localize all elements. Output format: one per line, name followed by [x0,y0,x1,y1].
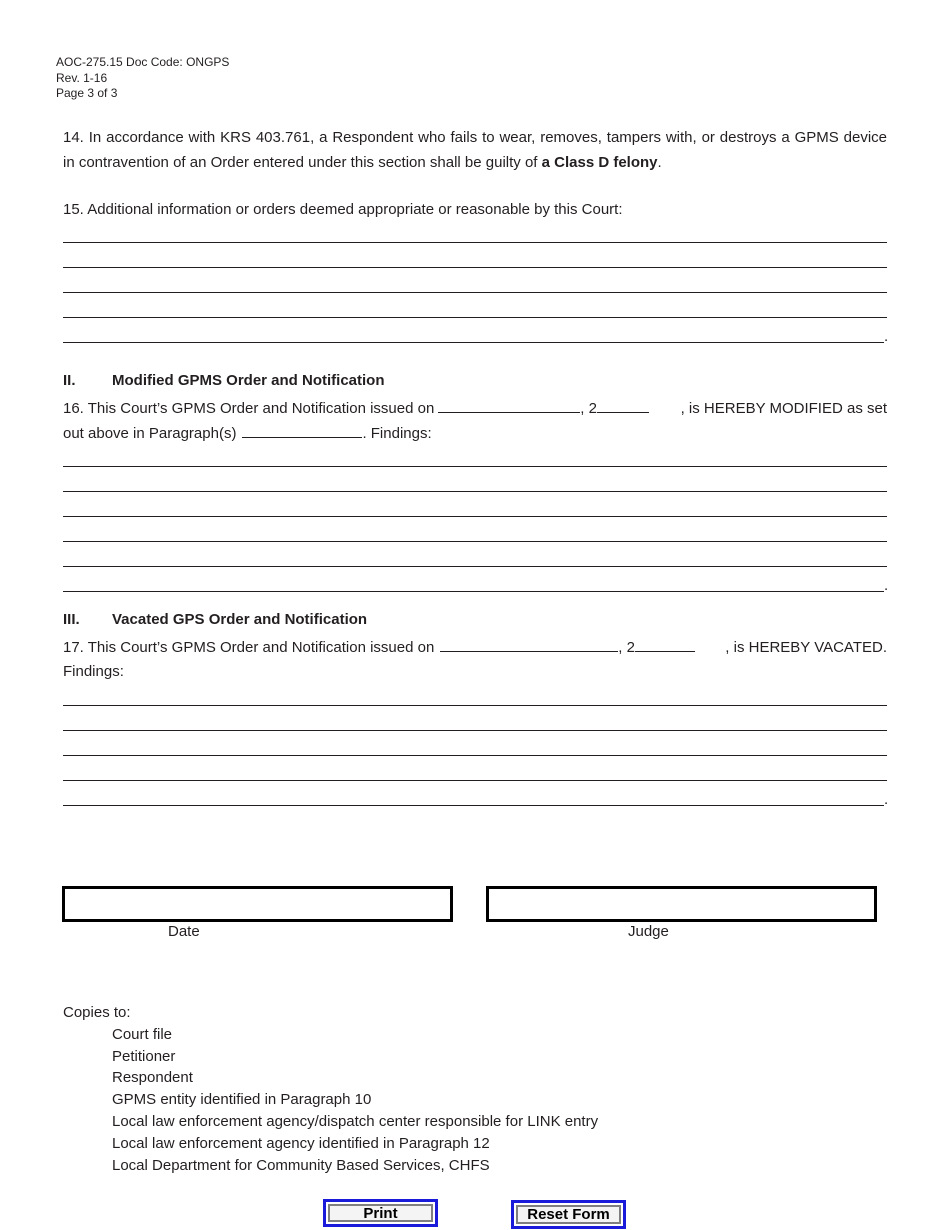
vacated-findings-line-4[interactable] [63,780,887,781]
section-ii-title: Modified GPMS Order and Notification [112,372,385,389]
modified-findings-line-3[interactable] [63,516,887,517]
modified-findings-line-1[interactable] [63,466,887,467]
period-mark: . [884,577,889,594]
paragraph-14 [63,126,887,175]
reset-form-button-label: Reset Form [516,1205,621,1224]
modified-order-year-blank[interactable] [597,398,649,413]
additional-info-line-1[interactable] [63,242,887,243]
date-input[interactable] [62,886,453,922]
additional-info-line-5[interactable] [63,342,884,343]
list-item: Local law enforcement agency identified in Paragraph 12 [112,1134,490,1152]
additional-info-line-4[interactable] [63,317,887,318]
paragraph-15: 15. Additional information or orders deemed appropriate or reasonable by this Court: [63,201,623,218]
list-item: Local law enforcement agency/dispatch center responsible for LINK entry [112,1112,599,1130]
form-header [56,55,229,102]
list-item: GPMS entity identified in Paragraph 10 [112,1091,372,1109]
modified-findings-line-6[interactable] [63,591,884,592]
modified-paragraphs-blank[interactable] [242,423,362,438]
paragraph-17-findings-label: Findings: [63,663,124,680]
modified-findings-line-4[interactable] [63,541,887,542]
reset-form-button[interactable] [511,1200,626,1229]
form-revision: Rev. 1-16 [56,70,108,85]
paragraph-16-text-c: , is HEREBY MODIFIED as set [680,400,887,417]
paragraph-17-text-b: , 2 [618,639,635,656]
paragraph-17-text-a: 17. This Court’s GPMS Order and Notification issued on [63,639,435,656]
list-item: Petitioner [112,1047,176,1065]
vacated-findings-line-5[interactable] [63,805,884,806]
vacated-order-year-blank[interactable] [635,637,695,652]
paragraph-14-text: 14. In accordance with KRS 403.761, a Respondent who fails to wear, removes, tampers with, or destroys a GPMS device in contravention of an Order entered under this section shall be guilty of [63,129,887,171]
print-button-label: Print [328,1204,433,1222]
section-iii-title: Vacated GPS Order and Notification [112,611,368,628]
paragraph-16-line-2 [63,423,432,444]
list-item: Court file [112,1025,173,1043]
paragraph-16-text-e: . Findings: [362,425,432,442]
section-iii-heading [63,611,367,628]
section-ii-number: II. [63,372,76,389]
modified-order-date-blank[interactable] [438,398,580,413]
judge-input[interactable] [486,886,877,922]
date-label: Date [168,923,200,940]
paragraph-17-line-1 [63,637,887,658]
period-mark: . [884,328,889,345]
section-iii-number: III. [63,611,80,628]
modified-findings-line-5[interactable] [63,566,887,567]
paragraph-14-end: . [657,153,662,171]
section-ii-heading [63,372,385,389]
copies-list [63,1024,598,1177]
judge-label: Judge [628,923,669,940]
copies-to-section [63,1002,598,1176]
print-button[interactable] [323,1199,438,1227]
page-number: Page 3 of 3 [56,86,118,100]
form-code: AOC-275.15 Doc Code: ONGPS [56,55,230,69]
vacated-findings-line-3[interactable] [63,755,887,756]
vacated-findings-line-2[interactable] [63,730,887,731]
additional-info-line-2[interactable] [63,267,887,268]
additional-info-line-3[interactable] [63,292,887,293]
vacated-order-date-blank[interactable] [440,637,618,652]
copies-title: Copies to: [63,1004,131,1021]
vacated-findings-line-1[interactable] [63,705,887,706]
modified-findings-line-2[interactable] [63,491,887,492]
period-mark: . [884,791,889,808]
list-item: Respondent [112,1069,193,1087]
paragraph-16-text-d: out above in Paragraph(s) [63,425,237,442]
paragraph-17-text-c: , is HEREBY VACATED. [725,639,887,656]
list-item: Local Department for Community Based Services, CHFS [112,1156,490,1174]
paragraph-16-text-a: 16. This Court’s GPMS Order and Notification issued on [63,400,435,417]
felony-class: a Class D felony [541,153,658,171]
paragraph-16-line-1 [63,398,887,419]
paragraph-16-text-b: , 2 [580,400,597,417]
